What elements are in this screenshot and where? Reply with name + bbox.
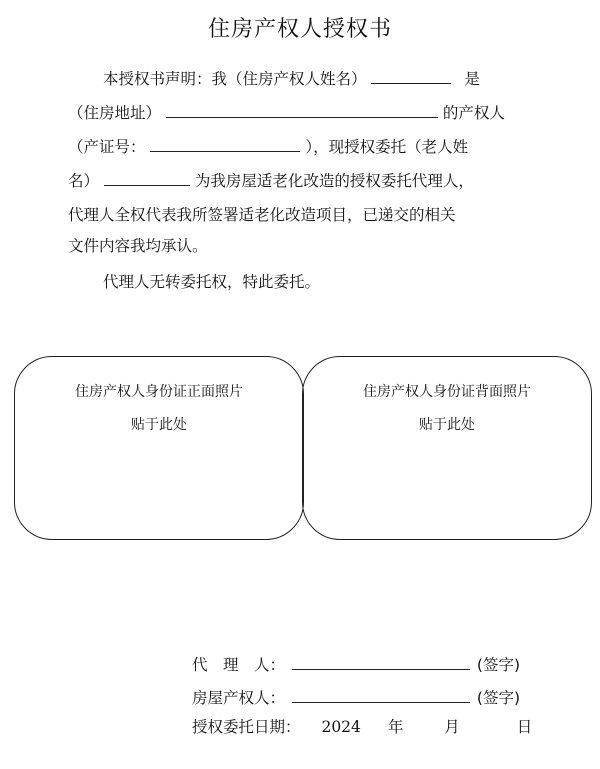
certificate-suffix: ），现授权委托（老人姓 <box>305 138 469 156</box>
body-line-6: 文件内容我均承认。 <box>68 237 208 255</box>
date-year-unit: 年 <box>387 718 404 736</box>
certificate-prompt: （产证号： <box>68 138 146 156</box>
owner-name-suffix: 是 <box>464 70 480 88</box>
address-blank[interactable] <box>166 97 438 118</box>
elder-name-prompt: 名） <box>68 172 100 190</box>
body-line-4 <box>68 165 474 197</box>
body-line-1 <box>103 63 480 95</box>
id-front-photo-area[interactable] <box>14 356 304 540</box>
id-back-title: 住房产权人身份证背面照片 <box>363 384 531 400</box>
agent-signature-blank[interactable] <box>292 649 470 670</box>
owner-sign-note: (签字) <box>476 689 520 707</box>
body-line-2 <box>68 97 505 129</box>
agent-label: 代 理 人： <box>192 656 286 674</box>
owner-signature-row <box>192 682 520 708</box>
certificate-blank[interactable] <box>150 131 300 152</box>
body-line-7: 代理人无转委托权，特此委托。 <box>103 273 321 291</box>
document-title: 住房产权人授权书 <box>207 17 392 42</box>
elder-name-suffix: 为我房屋适老化改造的授权委托代理人， <box>194 172 474 190</box>
owner-name-prompt: 本授权书声明：我（住房产权人姓名） <box>103 70 367 88</box>
date-label: 授权委托日期： <box>192 718 301 736</box>
owner-label: 房屋产权人： <box>192 689 286 707</box>
address-prompt: （住房地址） <box>68 104 162 122</box>
owner-name-blank[interactable] <box>371 63 451 84</box>
agent-signature-row <box>192 649 520 675</box>
date-day-unit: 日 <box>516 718 533 736</box>
body-line-3 <box>68 131 468 163</box>
id-back-paste-hint: 贴于此处 <box>419 417 475 433</box>
date-year[interactable]: 2024 <box>321 718 361 736</box>
id-front-title: 住房产权人身份证正面照片 <box>75 384 243 400</box>
date-month-unit: 月 <box>444 718 460 736</box>
body-line-5: 代理人全权代表我所签署适老化改造项目，已递交的相关 <box>68 206 456 224</box>
date-row <box>192 715 532 737</box>
address-suffix: 的产权人 <box>442 104 505 122</box>
id-back-photo-area[interactable] <box>302 356 592 540</box>
elder-name-blank[interactable] <box>104 165 190 186</box>
agent-sign-note: (签字) <box>476 656 520 674</box>
owner-signature-blank[interactable] <box>292 682 470 703</box>
id-front-paste-hint: 贴于此处 <box>131 417 187 433</box>
